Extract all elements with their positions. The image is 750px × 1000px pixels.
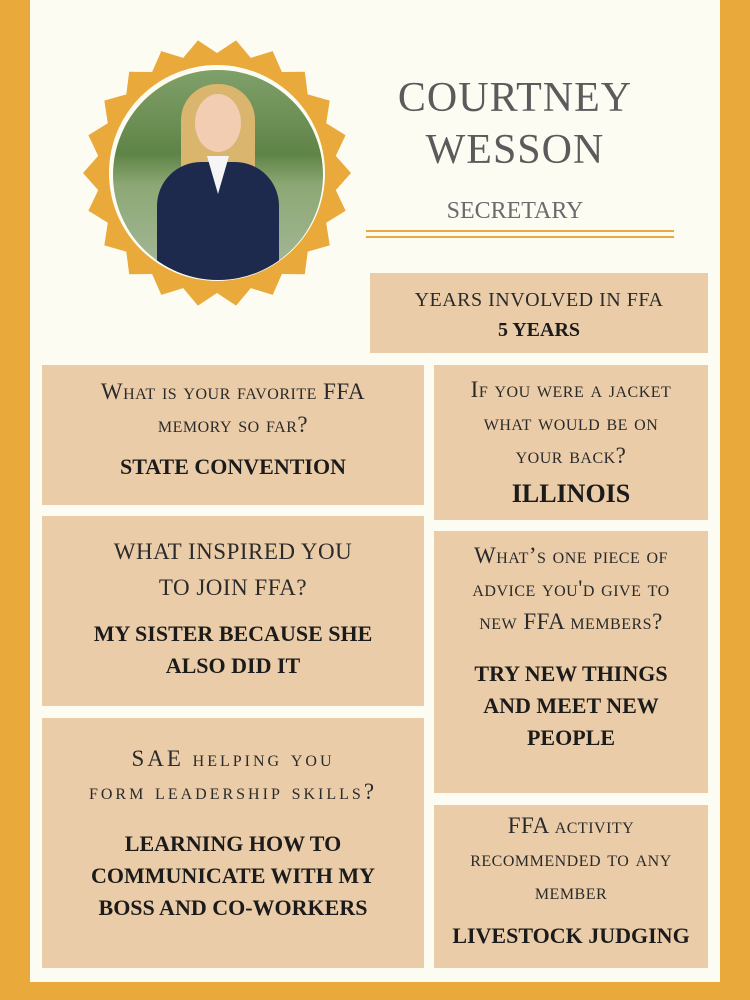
advice-answer-line3: PEOPLE bbox=[526, 725, 615, 750]
inspired-answer-line1: MY SISTER BECAUSE SHE bbox=[93, 621, 373, 646]
jacket-question-line2: what would be on bbox=[483, 410, 659, 435]
jacket-question-line3: your back? bbox=[515, 443, 627, 468]
activity-question-line2: recommended to any bbox=[470, 846, 672, 871]
advice-question-line3: new FFA members? bbox=[479, 609, 663, 634]
activity-question-line3: member bbox=[534, 879, 608, 904]
advice-answer-line1: TRY NEW THINGS bbox=[474, 661, 668, 686]
card-sae bbox=[42, 718, 424, 968]
memory-question-line1: What is your favorite FFA bbox=[100, 379, 366, 404]
years-question: YEARS INVOLVED IN FFA bbox=[414, 289, 664, 311]
card-jacket bbox=[434, 365, 708, 520]
years-answer: 5 YEARS bbox=[497, 319, 581, 341]
memory-question-line2: memory so far? bbox=[157, 412, 309, 437]
divider-line-top bbox=[366, 230, 674, 232]
sae-answer-line2: COMMUNICATE WITH MY bbox=[91, 863, 375, 888]
inspired-answer-line2: ALSO DID IT bbox=[165, 653, 301, 678]
name-last: WESSON bbox=[425, 127, 605, 173]
sae-answer-line1: LEARNING HOW TO bbox=[124, 831, 342, 856]
member-name bbox=[372, 72, 658, 176]
activity-answer: LIVESTOCK JUDGING bbox=[452, 923, 690, 948]
advice-question-line2: advice you'd give to bbox=[472, 576, 670, 601]
inspired-question-line2: TO JOIN FFA? bbox=[158, 575, 308, 600]
jacket-question-line1: If you were a jacket bbox=[470, 377, 672, 402]
sae-answer-line3: BOSS AND CO-WORKERS bbox=[98, 895, 368, 920]
advice-question-line1: What’s one piece of bbox=[474, 543, 668, 568]
card-years-involved bbox=[370, 273, 708, 353]
advice-answer-line2: AND MEET NEW bbox=[483, 693, 659, 718]
name-first: COURTNEY bbox=[397, 75, 633, 121]
card-favorite-memory bbox=[42, 365, 424, 505]
activity-question-line1: FFA activity bbox=[507, 813, 635, 838]
portrait-photo bbox=[113, 70, 323, 280]
memory-answer: STATE CONVENTION bbox=[120, 454, 346, 479]
card-advice bbox=[434, 531, 708, 793]
divider-line-bottom bbox=[366, 236, 674, 238]
card-inspired bbox=[42, 516, 424, 706]
jacket-answer: ILLINOIS bbox=[511, 479, 631, 508]
sae-question-line1: SAE helping you bbox=[131, 746, 335, 771]
sae-question-line2: form leadership skills? bbox=[88, 779, 378, 804]
member-role: SECRETARY bbox=[446, 198, 584, 224]
card-activity bbox=[434, 805, 708, 968]
inspired-question-line1: WHAT INSPIRED YOU bbox=[113, 539, 353, 564]
